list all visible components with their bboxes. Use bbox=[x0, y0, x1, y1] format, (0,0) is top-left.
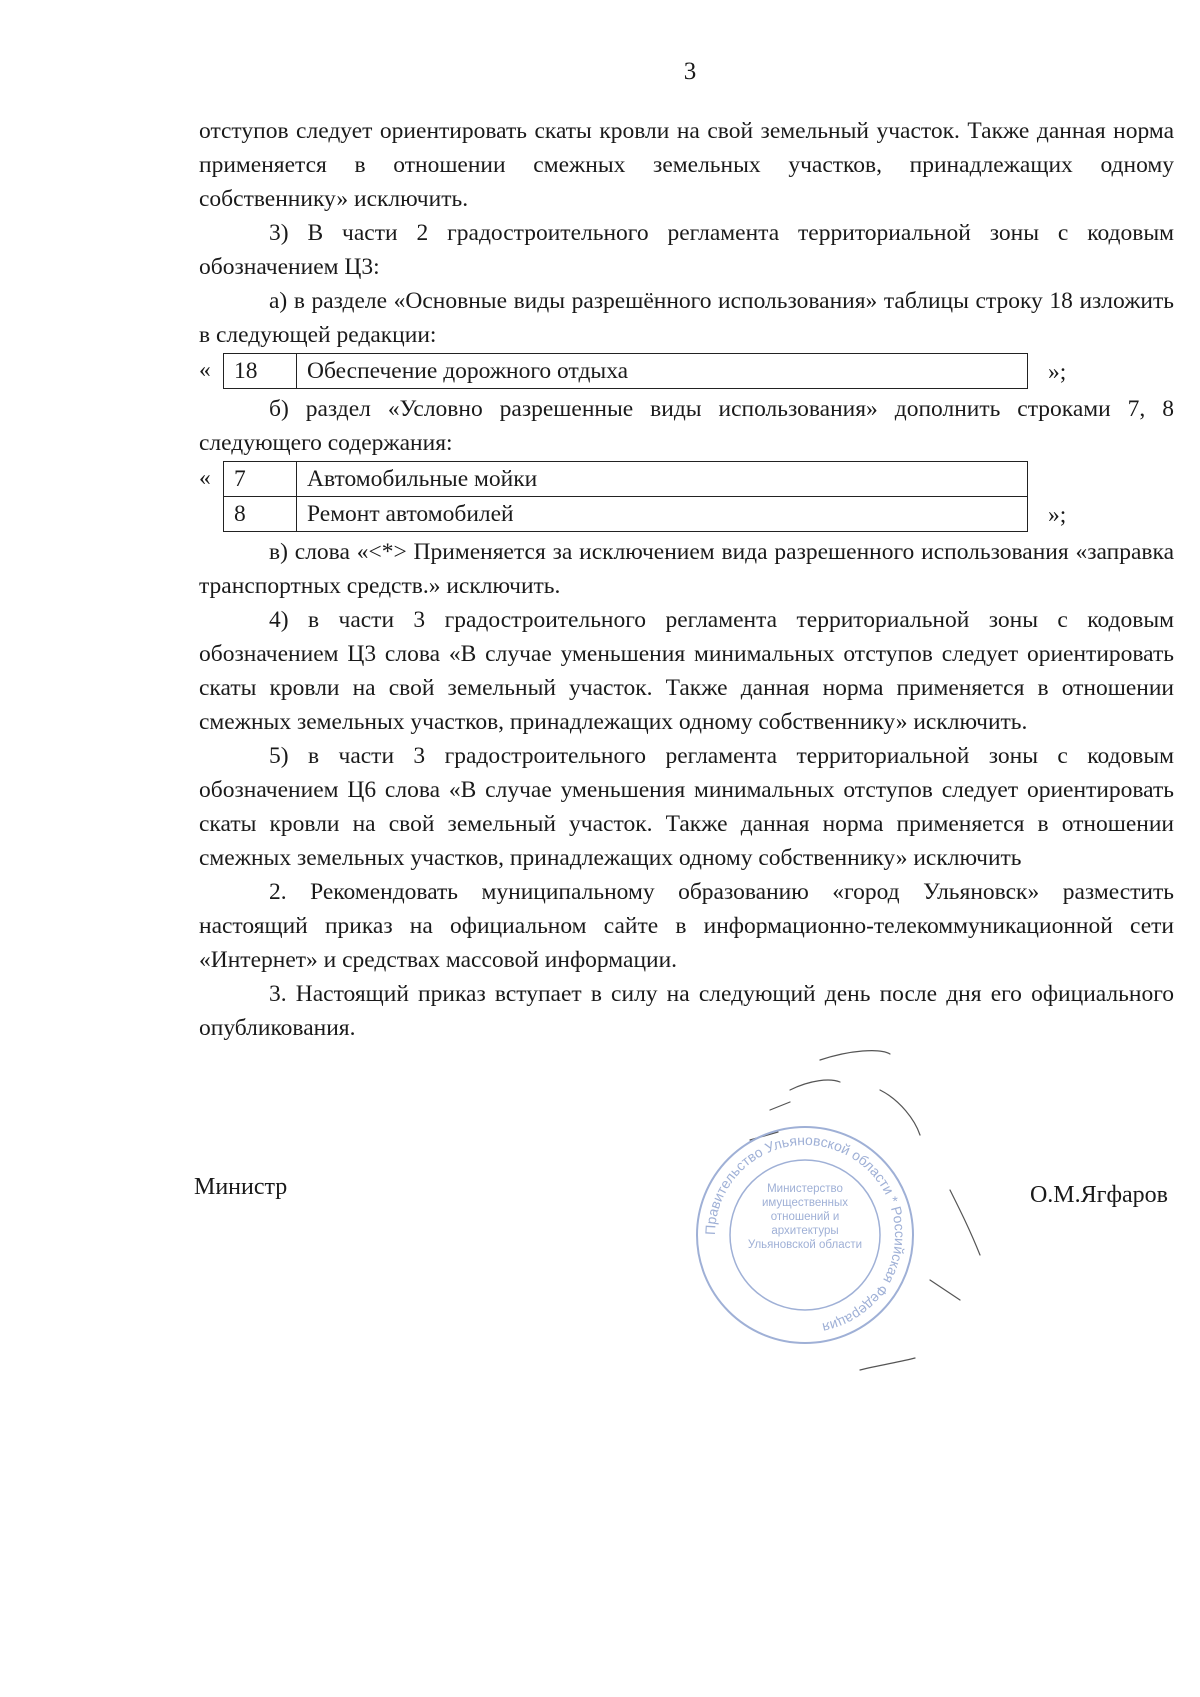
paragraph-9: 3. Настоящий приказ вступает в силу на следующий день после дня его официального опубликования. bbox=[199, 981, 1174, 1041]
table-1-block bbox=[199, 353, 1174, 389]
paragraph-6: 4) в части 3 градостроительного регламента территориальной зоны с кодовым обозначением Ц3 слова «В случае уменьшения минимальных отступов следует ориентировать скаты кровли на свой земельный участок. Также данная норма применяется в отношении смежных земельных участков, принадлежащих одному собственнику» исключить. bbox=[199, 607, 1174, 735]
table-2 bbox=[223, 461, 1028, 532]
document-body bbox=[199, 114, 1174, 1045]
signatory-name: О.М.Ягфаров bbox=[1029, 1182, 1168, 1208]
official-stamp bbox=[690, 1120, 920, 1350]
paragraph-5: в) слова «<*> Применяется за исключением вида разрешенного использования «заправка транспортных средств.» исключить. bbox=[199, 539, 1174, 599]
paragraph-1: отступов следует ориентировать скаты кровли на свой земельный участок. Также данная норма применяется в отношении смежных земельных участков, принадлежащих одному собственнику» исключить. bbox=[199, 118, 1174, 212]
table-1 bbox=[223, 353, 1028, 389]
row-number: 8 bbox=[224, 497, 297, 532]
row-text: Автомобильные мойки bbox=[297, 462, 1028, 497]
stamp-center-text: Министерство имущественных отношений и архитектуры Ульяновской области bbox=[747, 1183, 863, 1251]
table-row bbox=[224, 354, 1028, 389]
open-quote: « bbox=[199, 465, 211, 491]
row-text: Ремонт автомобилей bbox=[297, 497, 1028, 532]
paragraph-4: б) раздел «Условно разрешенные виды использования» дополнить строками 7, 8 следующего содержания: bbox=[199, 396, 1174, 456]
signatory-title: Министр bbox=[194, 1174, 288, 1200]
stamp-ring-text: Правительство Ульяновской области * Российская Федерация bbox=[701, 1131, 909, 1337]
close-quote: »; bbox=[1048, 359, 1067, 385]
paragraph-8: 2. Рекомендовать муниципальному образованию «город Ульяновск» разместить настоящий приказ на официальном сайте в информационно-телекоммуникационной сети «Интернет» и средствах массовой информации. bbox=[199, 879, 1174, 973]
row-number: 7 bbox=[224, 462, 297, 497]
paragraph-3: а) в разделе «Основные виды разрешённого использования» таблицы строку 18 изложить в следующей редакции: bbox=[199, 288, 1174, 348]
row-text: Обеспечение дорожного отдыха bbox=[297, 354, 1028, 389]
paragraph-7: 5) в части 3 градостроительного регламента территориальной зоны с кодовым обозначением Ц6 слова «В случае уменьшения минимальных отступов следует ориентировать скаты кровли на свой земельный участок. Также данная норма применяется в отношении смежных земельных участков, принадлежащих одному собственнику» исключить bbox=[199, 743, 1174, 871]
page-number: 3 bbox=[683, 58, 697, 85]
paragraph-2: 3) В части 2 градостроительного регламента территориальной зоны с кодовым обозначением Ц3: bbox=[199, 220, 1174, 280]
table-row bbox=[224, 462, 1028, 497]
open-quote: « bbox=[199, 357, 211, 383]
row-number: 18 bbox=[224, 354, 297, 389]
table-2-block bbox=[199, 461, 1174, 532]
close-quote: »; bbox=[1048, 502, 1067, 528]
table-row bbox=[224, 497, 1028, 532]
